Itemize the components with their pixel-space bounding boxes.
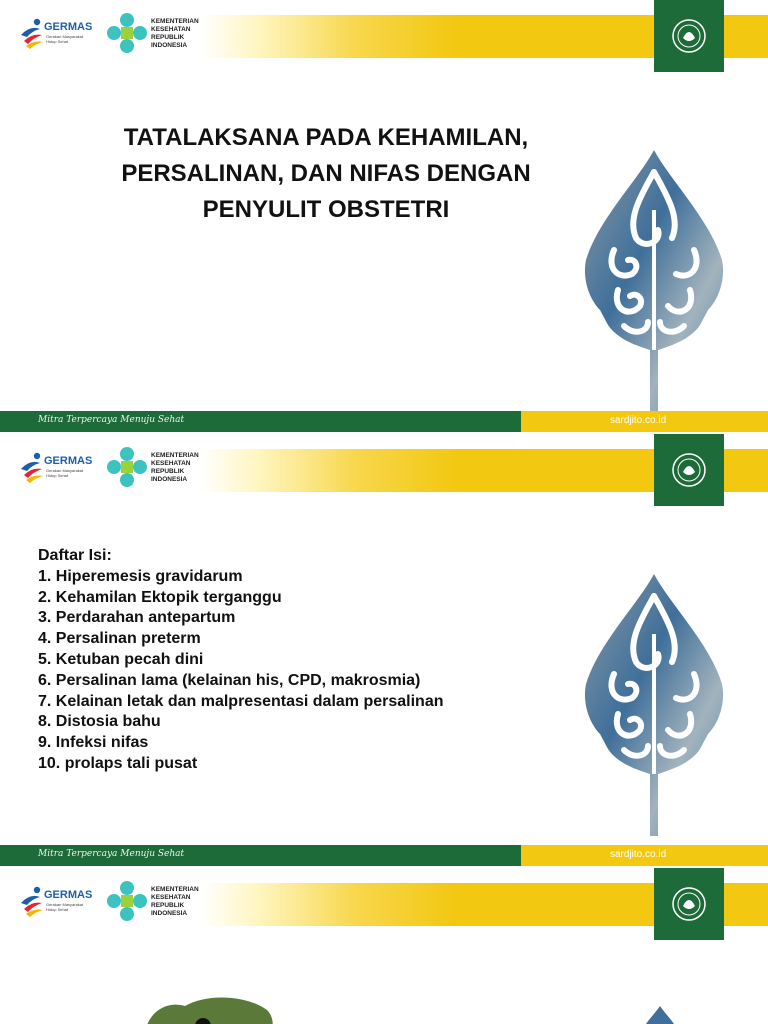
slide-title-text: TATALAKSANA PADA KEHAMILAN, PERSALINAN, DAN NIFAS DENGAN PENYULIT OBSTETRI	[121, 124, 531, 223]
germas-subtitle: Gerakan Masyarakat Hidup Sehat	[46, 902, 84, 912]
gunungan-wayang-icon	[640, 1006, 680, 1024]
slide-table-of-contents	[0, 434, 768, 866]
kemenkes-logo	[106, 446, 216, 492]
germas-logo	[18, 15, 98, 51]
germas-logo-icon	[18, 883, 46, 919]
sardjito-emblem-icon	[671, 18, 707, 54]
toc-item: 6. Persalinan lama (kelainan his, CPD, makrosmia)	[38, 671, 421, 689]
toc-item: 7. Kelainan letak dan malpresentasi dalam persalinan	[38, 692, 444, 710]
germas-logo-text: GERMAS	[44, 21, 93, 33]
kemenkes-logo-text: KEMENTERIAN KESEHATAN REPUBLIK INDONESIA	[151, 886, 199, 917]
kemenkes-logo-icon	[106, 880, 148, 922]
kemenkes-logo	[106, 880, 216, 926]
germas-logo-icon	[18, 449, 46, 485]
footer-tagline: Mitra Terpercaya Menuju Sehat	[38, 415, 185, 425]
kemenkes-logo-icon	[106, 12, 148, 54]
kemenkes-logo-icon	[106, 446, 148, 488]
slide-title	[0, 0, 768, 432]
sardjito-emblem-icon	[671, 452, 707, 488]
toc-item: 3. Perdarahan antepartum	[38, 609, 236, 627]
toc-item: 8. Distosia bahu	[38, 713, 161, 731]
table-of-contents	[38, 546, 518, 775]
toc-item: 9. Infeksi nifas	[38, 734, 149, 752]
germas-logo-icon	[18, 15, 46, 51]
toc-item: 4. Persalinan preterm	[38, 630, 201, 648]
sardjito-emblem	[654, 434, 724, 506]
toc-heading: Daftar Isi:	[38, 547, 112, 564]
gunungan-wayang-icon	[578, 574, 730, 836]
toc-item: 10. prolaps tali pusat	[38, 754, 198, 772]
footer-website: sardjito.co.id	[610, 415, 667, 426]
kemenkes-logo-text: KEMENTERIAN KESEHATAN REPUBLIK INDONESIA	[151, 18, 199, 49]
germas-logo	[18, 449, 98, 485]
germas-logo-text: GERMAS	[44, 455, 93, 467]
sardjito-emblem	[654, 0, 724, 72]
gunungan-wayang-icon	[578, 150, 730, 412]
germas-logo	[18, 883, 98, 919]
kemenkes-logo-text: KEMENTERIAN KESEHATAN REPUBLIK INDONESIA	[151, 452, 199, 483]
germas-logo-text: GERMAS	[44, 889, 93, 901]
germas-subtitle: Gerakan Masyarakat Hidup Sehat	[46, 468, 84, 478]
kemenkes-logo	[106, 12, 216, 58]
sardjito-emblem-icon	[671, 886, 707, 922]
toc-item: 1. Hiperemesis gravidarum	[38, 567, 243, 585]
germas-subtitle: Gerakan Masyarakat Hidup Sehat	[46, 34, 84, 44]
sardjito-emblem	[654, 868, 724, 940]
green-illustration-icon	[145, 994, 275, 1024]
footer-tagline: Mitra Terpercaya Menuju Sehat	[38, 849, 185, 859]
toc-item: 5. Ketuban pecah dini	[38, 650, 204, 668]
slide-partial	[0, 868, 768, 1024]
footer-website: sardjito.co.id	[610, 849, 667, 860]
toc-item: 2. Kehamilan Ektopik terganggu	[38, 588, 282, 606]
